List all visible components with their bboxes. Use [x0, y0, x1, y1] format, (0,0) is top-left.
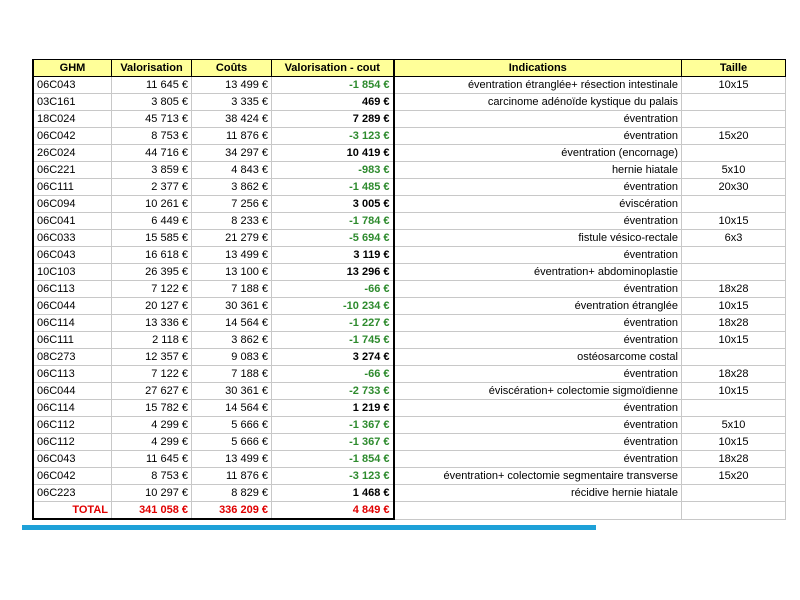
cell-valorisation: 45 713 €	[112, 111, 192, 128]
cell-valorisation: 13 336 €	[112, 315, 192, 332]
cell-taille	[682, 145, 786, 162]
cell-valorisation: 4 299 €	[112, 434, 192, 451]
cell-couts: 3 862 €	[192, 332, 272, 349]
cell-valorisation: 10 261 €	[112, 196, 192, 213]
cell-couts: 38 424 €	[192, 111, 272, 128]
table-row	[33, 485, 786, 502]
cell-ghm: 06C043	[33, 77, 112, 94]
cell-diff: -983 €	[272, 162, 394, 179]
cell-diff: 3 005 €	[272, 196, 394, 213]
cell-taille: 15x20	[682, 468, 786, 485]
cell-diff: 7 289 €	[272, 111, 394, 128]
cell-taille: 18x28	[682, 451, 786, 468]
cell-taille	[682, 111, 786, 128]
table-row	[33, 213, 786, 230]
cell-indications: hernie hiatale	[394, 162, 682, 179]
cell-ghm: 06C044	[33, 383, 112, 400]
cell-valorisation: 15 585 €	[112, 230, 192, 247]
cell-valorisation: 2 118 €	[112, 332, 192, 349]
table-row	[33, 230, 786, 247]
cell-indications: éventration étranglée	[394, 298, 682, 315]
cell-ghm: 06C114	[33, 400, 112, 417]
cell-taille: 18x28	[682, 281, 786, 298]
cell-ghm: 06C033	[33, 230, 112, 247]
cell-ghm: 06C044	[33, 298, 112, 315]
cell-indications: éventration	[394, 281, 682, 298]
cell-valorisation: 20 127 €	[112, 298, 192, 315]
cell-taille: 18x28	[682, 315, 786, 332]
cell-indications: éventration	[394, 179, 682, 196]
cell-diff: -1 227 €	[272, 315, 394, 332]
cell-taille	[682, 196, 786, 213]
cell-diff: 469 €	[272, 94, 394, 111]
cell-indications: éventration	[394, 247, 682, 264]
cell-ghm: 06C223	[33, 485, 112, 502]
cell-couts: 8 829 €	[192, 485, 272, 502]
cell-couts: 13 499 €	[192, 451, 272, 468]
cell-indications: éventration+ colectomie segmentaire transverse	[394, 468, 682, 485]
cell-indications: ostéosarcome costal	[394, 349, 682, 366]
table-row	[33, 281, 786, 298]
cell-diff: -1 367 €	[272, 434, 394, 451]
cell-valorisation: 3 805 €	[112, 94, 192, 111]
cell-ghm: 06C042	[33, 468, 112, 485]
cell-couts: 13 100 €	[192, 264, 272, 281]
table-row	[33, 366, 786, 383]
cell-indications: récidive hernie hiatale	[394, 485, 682, 502]
cell-taille	[682, 264, 786, 281]
table-row	[33, 451, 786, 468]
cell-valorisation: 12 357 €	[112, 349, 192, 366]
cell-taille: 15x20	[682, 128, 786, 145]
cell-taille: 10x15	[682, 383, 786, 400]
table-row	[33, 162, 786, 179]
cell-diff: 3 119 €	[272, 247, 394, 264]
cell-indications: fistule vésico-rectale	[394, 230, 682, 247]
table-row	[33, 77, 786, 94]
cell-ghm: 06C041	[33, 213, 112, 230]
header-row	[33, 60, 786, 77]
cell-diff: -1 854 €	[272, 451, 394, 468]
cell-ghm: 08C273	[33, 349, 112, 366]
cell-taille: 5x10	[682, 162, 786, 179]
cell-taille: 6x3	[682, 230, 786, 247]
cell-taille: 18x28	[682, 366, 786, 383]
table-row	[33, 434, 786, 451]
cell-taille	[682, 400, 786, 417]
header-valorisation: Valorisation	[112, 60, 192, 77]
cell-valorisation: 44 716 €	[112, 145, 192, 162]
cell-diff: -1 745 €	[272, 332, 394, 349]
cell-couts: 13 499 €	[192, 77, 272, 94]
cell-valorisation: 2 377 €	[112, 179, 192, 196]
cell-taille	[682, 94, 786, 111]
cell-ghm: 06C112	[33, 417, 112, 434]
cell-diff: 1 468 €	[272, 485, 394, 502]
cell-couts: 11 876 €	[192, 468, 272, 485]
cell-valorisation: 3 859 €	[112, 162, 192, 179]
cell-valorisation: 7 122 €	[112, 281, 192, 298]
cell-valorisation: 7 122 €	[112, 366, 192, 383]
cell-ghm: 06C042	[33, 128, 112, 145]
cell-indications: éventration (encornage)	[394, 145, 682, 162]
cell-valorisation: 10 297 €	[112, 485, 192, 502]
table-row	[33, 179, 786, 196]
cell-valorisation: 26 395 €	[112, 264, 192, 281]
cell-ghm: 18C024	[33, 111, 112, 128]
table-row	[33, 349, 786, 366]
cell-indications: éventration	[394, 111, 682, 128]
cell-diff: 13 296 €	[272, 264, 394, 281]
header-taille: Taille	[682, 60, 786, 77]
cell-indications: éventration	[394, 128, 682, 145]
total-empty-indications	[394, 502, 682, 520]
cell-indications: éviscération+ colectomie sigmoïdienne	[394, 383, 682, 400]
cell-ghm: 06C114	[33, 315, 112, 332]
cell-couts: 13 499 €	[192, 247, 272, 264]
cell-valorisation: 16 618 €	[112, 247, 192, 264]
total-empty-taille	[682, 502, 786, 520]
cell-couts: 3 862 €	[192, 179, 272, 196]
cell-diff: -3 123 €	[272, 128, 394, 145]
total-row	[33, 502, 786, 520]
cell-taille	[682, 485, 786, 502]
cell-couts: 8 233 €	[192, 213, 272, 230]
cell-diff: 10 419 €	[272, 145, 394, 162]
cell-couts: 3 335 €	[192, 94, 272, 111]
cell-diff: -1 367 €	[272, 417, 394, 434]
table-body	[33, 77, 786, 520]
cell-ghm: 06C113	[33, 281, 112, 298]
cell-taille	[682, 349, 786, 366]
table-row	[33, 247, 786, 264]
table-row	[33, 196, 786, 213]
total-couts: 336 209 €	[192, 502, 272, 520]
cell-ghm: 10C103	[33, 264, 112, 281]
cell-diff: -1 485 €	[272, 179, 394, 196]
table-row	[33, 332, 786, 349]
cell-indications: éventration étranglée+ résection intestinale	[394, 77, 682, 94]
cell-diff: -1 784 €	[272, 213, 394, 230]
table-row	[33, 298, 786, 315]
total-diff: 4 849 €	[272, 502, 394, 520]
total-label: TOTAL	[33, 502, 112, 520]
cell-couts: 30 361 €	[192, 298, 272, 315]
cell-diff: -66 €	[272, 281, 394, 298]
cell-indications: éventration	[394, 434, 682, 451]
cell-ghm: 06C111	[33, 332, 112, 349]
cell-taille: 10x15	[682, 332, 786, 349]
cell-diff: 3 274 €	[272, 349, 394, 366]
table-row	[33, 400, 786, 417]
cell-valorisation: 11 645 €	[112, 77, 192, 94]
cell-couts: 5 666 €	[192, 434, 272, 451]
cell-valorisation: 27 627 €	[112, 383, 192, 400]
cell-couts: 14 564 €	[192, 315, 272, 332]
cell-couts: 30 361 €	[192, 383, 272, 400]
cell-taille	[682, 247, 786, 264]
cell-couts: 9 083 €	[192, 349, 272, 366]
table-row	[33, 111, 786, 128]
cell-indications: éventration	[394, 213, 682, 230]
cell-couts: 14 564 €	[192, 400, 272, 417]
table-row	[33, 145, 786, 162]
cell-ghm: 06C043	[33, 451, 112, 468]
cell-valorisation: 6 449 €	[112, 213, 192, 230]
accent-line	[22, 525, 596, 530]
cell-couts: 7 256 €	[192, 196, 272, 213]
cell-valorisation: 8 753 €	[112, 468, 192, 485]
cell-ghm: 06C221	[33, 162, 112, 179]
cell-taille: 20x30	[682, 179, 786, 196]
cell-ghm: 03C161	[33, 94, 112, 111]
cell-indications: éviscération	[394, 196, 682, 213]
cell-diff: -1 854 €	[272, 77, 394, 94]
cell-ghm: 06C094	[33, 196, 112, 213]
cell-indications: éventration	[394, 400, 682, 417]
cell-indications: carcinome adénoïde kystique du palais	[394, 94, 682, 111]
cell-ghm: 06C043	[33, 247, 112, 264]
table-row	[33, 264, 786, 281]
cell-valorisation: 15 782 €	[112, 400, 192, 417]
cell-indications: éventration	[394, 451, 682, 468]
header-indications: Indications	[394, 60, 682, 77]
cell-ghm: 06C113	[33, 366, 112, 383]
cell-taille: 5x10	[682, 417, 786, 434]
header-couts: Coûts	[192, 60, 272, 77]
cell-taille: 10x15	[682, 213, 786, 230]
cell-diff: -10 234 €	[272, 298, 394, 315]
cell-couts: 7 188 €	[192, 366, 272, 383]
cell-taille: 10x15	[682, 77, 786, 94]
table-row	[33, 417, 786, 434]
cell-ghm: 06C112	[33, 434, 112, 451]
cell-ghm: 26C024	[33, 145, 112, 162]
total-valorisation: 341 058 €	[112, 502, 192, 520]
cell-couts: 5 666 €	[192, 417, 272, 434]
cell-couts: 11 876 €	[192, 128, 272, 145]
cell-valorisation: 8 753 €	[112, 128, 192, 145]
cell-indications: éventration	[394, 315, 682, 332]
cell-diff: -2 733 €	[272, 383, 394, 400]
cell-ghm: 06C111	[33, 179, 112, 196]
cell-indications: éventration	[394, 332, 682, 349]
cell-indications: éventration+ abdominoplastie	[394, 264, 682, 281]
cell-valorisation: 4 299 €	[112, 417, 192, 434]
table-row	[33, 128, 786, 145]
table-row	[33, 383, 786, 400]
cost-table	[32, 59, 786, 520]
cell-couts: 34 297 €	[192, 145, 272, 162]
cell-couts: 4 843 €	[192, 162, 272, 179]
header-ghm: GHM	[33, 60, 112, 77]
cell-taille: 10x15	[682, 434, 786, 451]
cell-diff: 1 219 €	[272, 400, 394, 417]
cell-valorisation: 11 645 €	[112, 451, 192, 468]
cell-diff: -66 €	[272, 366, 394, 383]
cell-diff: -5 694 €	[272, 230, 394, 247]
table-row	[33, 94, 786, 111]
cell-couts: 21 279 €	[192, 230, 272, 247]
cell-diff: -3 123 €	[272, 468, 394, 485]
header-diff: Valorisation - cout	[272, 60, 394, 77]
cell-taille: 10x15	[682, 298, 786, 315]
cell-indications: éventration	[394, 417, 682, 434]
cell-indications: éventration	[394, 366, 682, 383]
table-row	[33, 315, 786, 332]
cell-couts: 7 188 €	[192, 281, 272, 298]
table-row	[33, 468, 786, 485]
